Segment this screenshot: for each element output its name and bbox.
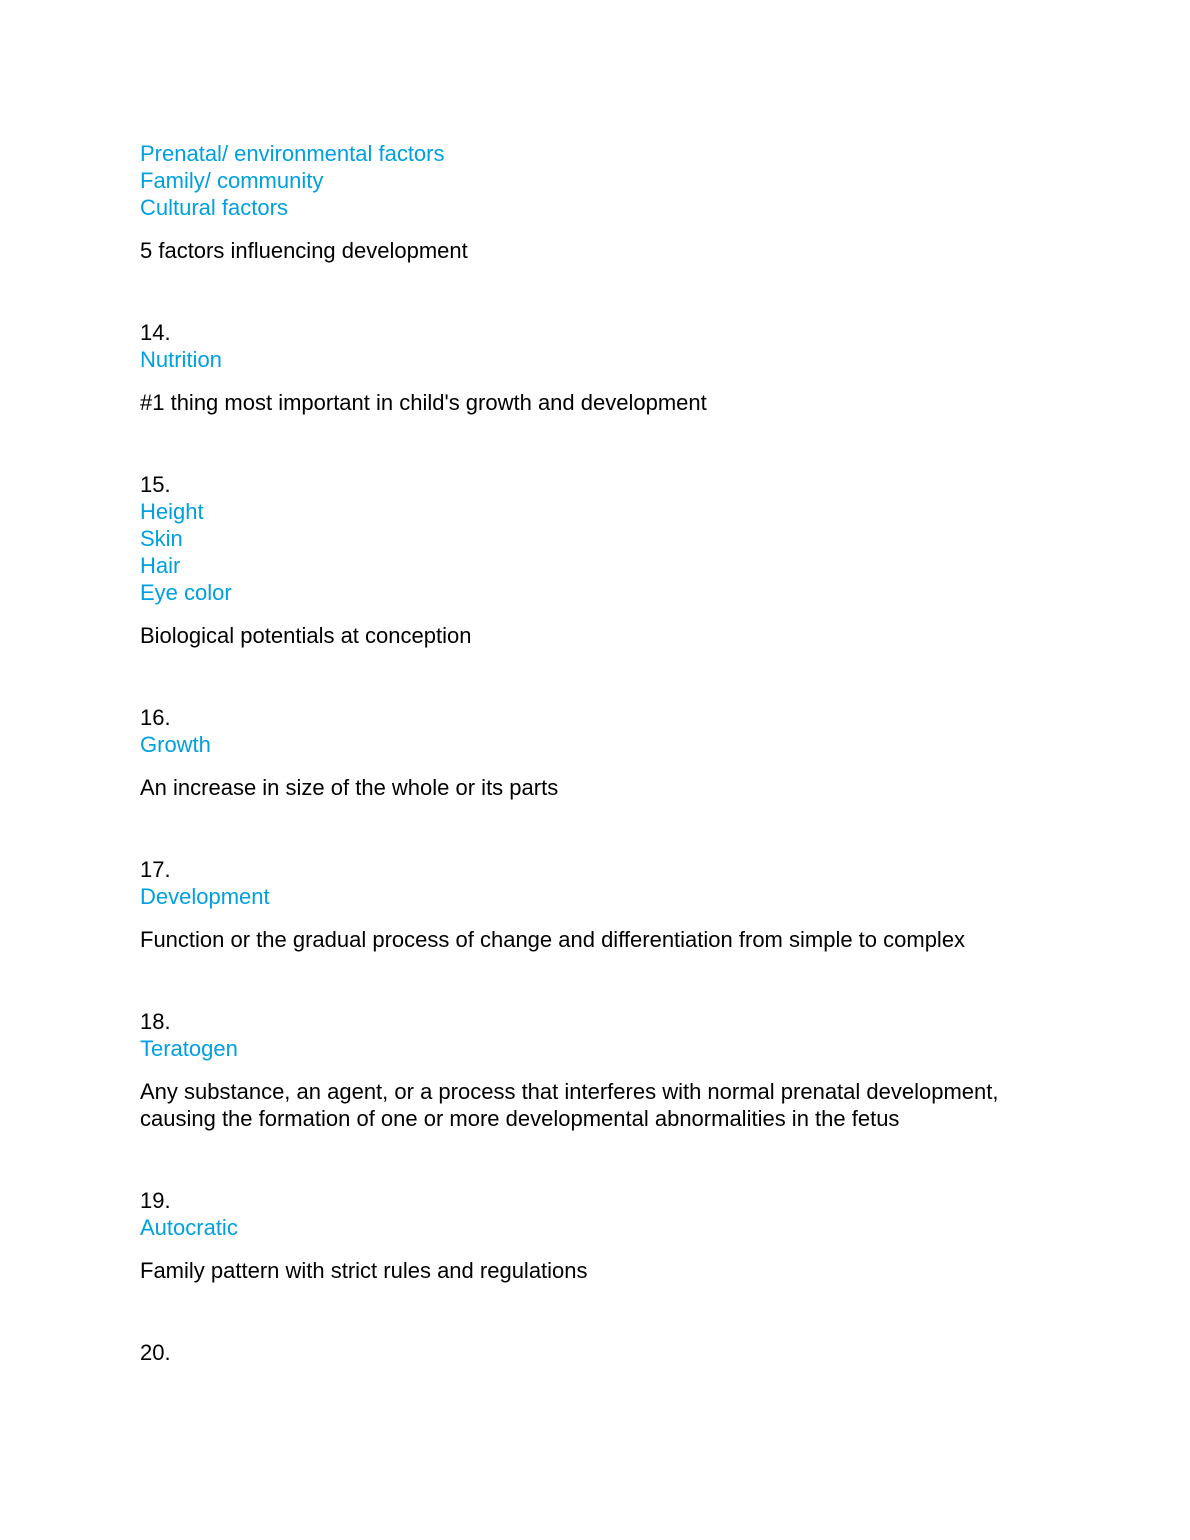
- answer-line: Prenatal/ environmental factors: [140, 141, 445, 166]
- answer-line: Hair: [140, 553, 181, 578]
- question-prompt: #1 thing most important in child's growth and development: [140, 390, 707, 415]
- card-16: [140, 704, 1060, 856]
- card-number: 20.: [140, 1340, 171, 1365]
- card-18: [140, 1008, 1060, 1187]
- answer-line: Development: [140, 884, 270, 909]
- answer-line: Autocratic: [140, 1215, 238, 1240]
- card-number: 15.: [140, 472, 171, 497]
- card-20: [140, 1339, 1060, 1366]
- question-prompt: Biological potentials at conception: [140, 623, 472, 648]
- document-page: [140, 140, 1060, 1366]
- question-prompt: An increase in size of the whole or its parts: [140, 775, 559, 800]
- answer-line: Family/ community: [140, 168, 324, 193]
- question-prompt: Any substance, an agent, or a process that interferes with normal prenatal development, causing the formation of one or more developmental abnormalities in the fetus: [140, 1079, 999, 1131]
- card-14: [140, 319, 1060, 471]
- card-number: 14.: [140, 320, 171, 345]
- answer-line: Skin: [140, 526, 183, 551]
- card-number: 18.: [140, 1009, 171, 1034]
- card-number: 19.: [140, 1188, 171, 1213]
- answer-line: Nutrition: [140, 347, 222, 372]
- card-continued: [140, 140, 1060, 319]
- question-prompt: 5 factors influencing development: [140, 238, 468, 263]
- card-19: [140, 1187, 1060, 1339]
- answer-line: Growth: [140, 732, 211, 757]
- question-prompt: Function or the gradual process of change and differentiation from simple to complex: [140, 927, 966, 952]
- answer-line: Eye color: [140, 580, 232, 605]
- answer-line: Height: [140, 499, 204, 524]
- question-prompt: Family pattern with strict rules and regulations: [140, 1258, 588, 1283]
- card-number: 17.: [140, 857, 171, 882]
- answer-line: Cultural factors: [140, 195, 288, 220]
- card-15: [140, 471, 1060, 704]
- card-number: 16.: [140, 705, 171, 730]
- card-17: [140, 856, 1060, 1008]
- answer-line: Teratogen: [140, 1036, 238, 1061]
